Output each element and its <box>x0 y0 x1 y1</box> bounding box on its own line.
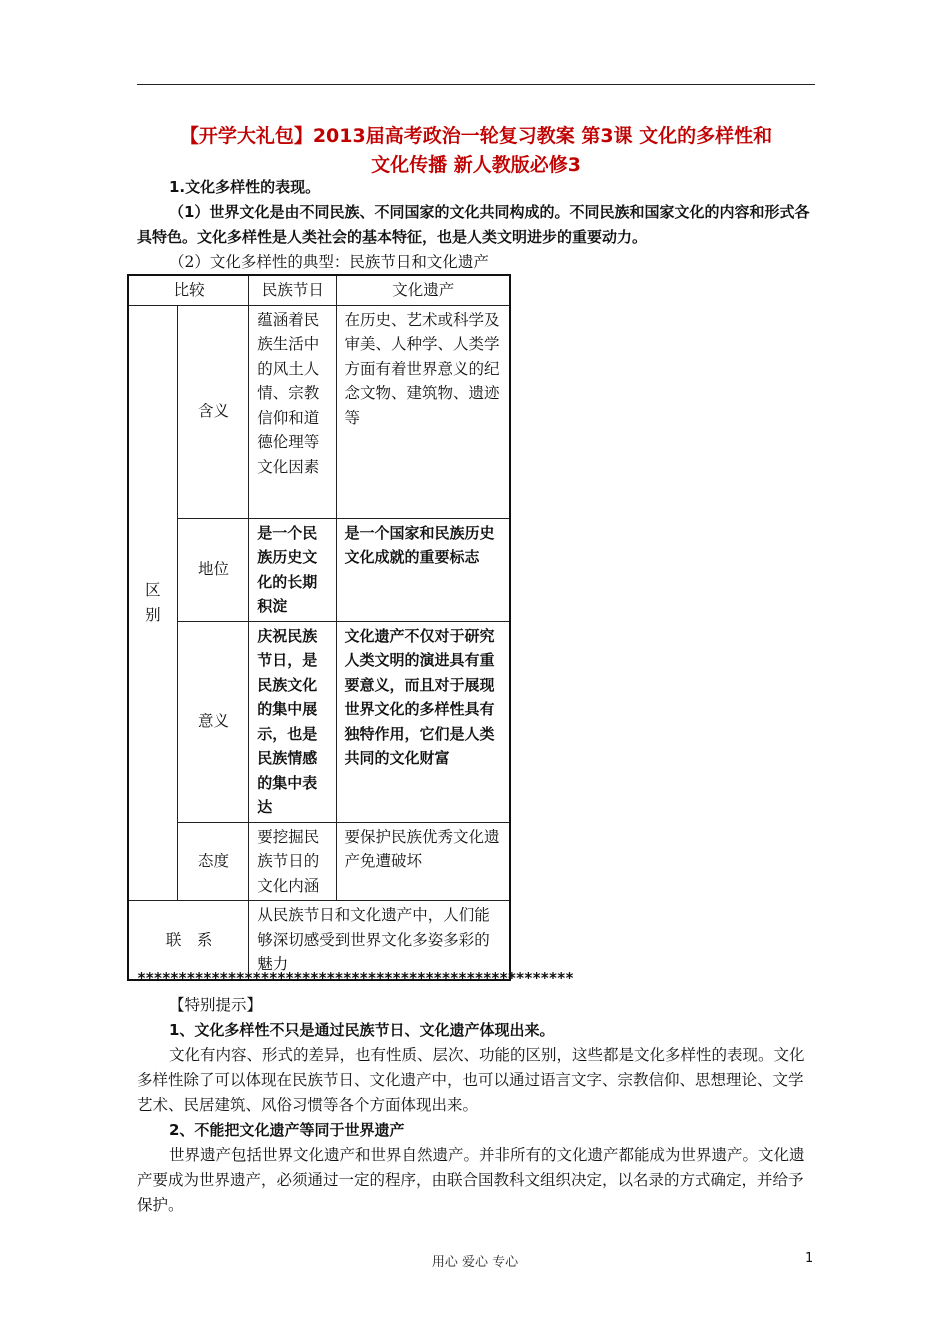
header-compare: 比较 <box>128 275 249 305</box>
row-label: 意义 <box>177 621 248 822</box>
heritage-cell: 文化遗产不仅对于研究人类文明的演进具有重要意义，而且对于展现世界文化的多样性具有独特作用，它们是人类共同的文化财富 <box>336 621 510 822</box>
tip-2-text: 世界遗产包括世界文化遗产和世界自然遗产。并非所有的文化遗产都能成为世界遗产。文化遗产要成为世界遗产，必须通过一定的程序，由联合国教科文组织决定，以名录的方式确定，并给予保护。 <box>137 1146 805 1214</box>
header-heritage: 文化遗产 <box>336 275 510 305</box>
section-paragraph-1: （1）世界文化是由不同民族、不同国家的文化共同构成的。不同民族和国家文化的内容和形式各具特色。文化多样性是人类社会的基本特征，也是人类文明进步的重要动力。 <box>137 203 810 246</box>
document-title <box>137 122 815 180</box>
tip-1-text: 文化有内容、形式的差异，也有性质、层次、功能的区别，这些都是文化多样性的表现。文化多样性除了可以体现在民族节日、文化遗产中，也可以通过语言文字、宗教信仰、思想理论、文学艺术、民居建筑、风俗习惯等各个方面体现出来。 <box>137 1046 805 1114</box>
tip-2-title: 2、不能把文化遗产等同于世界遗产 <box>169 1121 405 1139</box>
tip-1-title: 1、文化多样性不只是通过民族节日、文化遗产体现出来。 <box>169 1021 555 1039</box>
row-label: 态度 <box>177 822 248 901</box>
title-line-1: 【开学大礼包】2013届高考政治一轮复习教案 第3课 文化的多样性和 <box>179 125 773 147</box>
table-row <box>128 518 510 621</box>
link-label: 联 系 <box>128 901 249 980</box>
heritage-cell: 在历史、艺术或科学及审美、人种学、人类学方面有着世界意义的纪念文物、建筑物、遗迹等 <box>336 305 510 518</box>
comparison-table <box>127 274 511 981</box>
festival-cell: 要挖掘民族节日的文化内涵 <box>249 822 336 901</box>
heritage-cell: 是一个国家和民族历史文化成就的重要标志 <box>336 518 510 621</box>
table-header-row <box>128 275 510 305</box>
festival-cell: 是一个民族历史文化的长期积淀 <box>249 518 336 621</box>
row-label: 含义 <box>177 305 248 518</box>
heritage-cell: 要保护民族优秀文化遗产免遭破坏 <box>336 822 510 901</box>
festival-cell: 蕴涵着民族生活中的风土人情、宗教信仰和道德伦理等文化因素 <box>249 305 336 518</box>
section-paragraph-2: （2）文化多样性的典型：民族节日和文化遗产 <box>169 253 489 271</box>
row-label: 地位 <box>177 518 248 621</box>
section-heading: 1.文化多样性的表现。 <box>169 178 321 196</box>
separator-stars: ***************************************************** <box>137 969 574 987</box>
footer-slogan: 用心 爱心 专心 <box>431 1255 519 1270</box>
header-rule <box>137 84 815 85</box>
festival-cell: 庆祝民族节日，是民族文化的集中展示，也是民族情感的集中表达 <box>249 621 336 822</box>
title-line-2: 文化传播 新人教版必修3 <box>371 154 581 176</box>
table-row <box>128 621 510 822</box>
link-cell: 从民族节日和文化遗产中，人们能够深切感受到世界文化多姿多彩的魅力 <box>249 901 510 980</box>
group-label-difference: 区别 <box>128 305 177 901</box>
table-row-link <box>128 901 510 980</box>
table-row <box>128 822 510 901</box>
header-festival: 民族节日 <box>249 275 336 305</box>
table-row <box>128 305 510 518</box>
tips-heading: 【特别提示】 <box>169 996 263 1014</box>
page-number: 1 <box>805 1251 814 1266</box>
